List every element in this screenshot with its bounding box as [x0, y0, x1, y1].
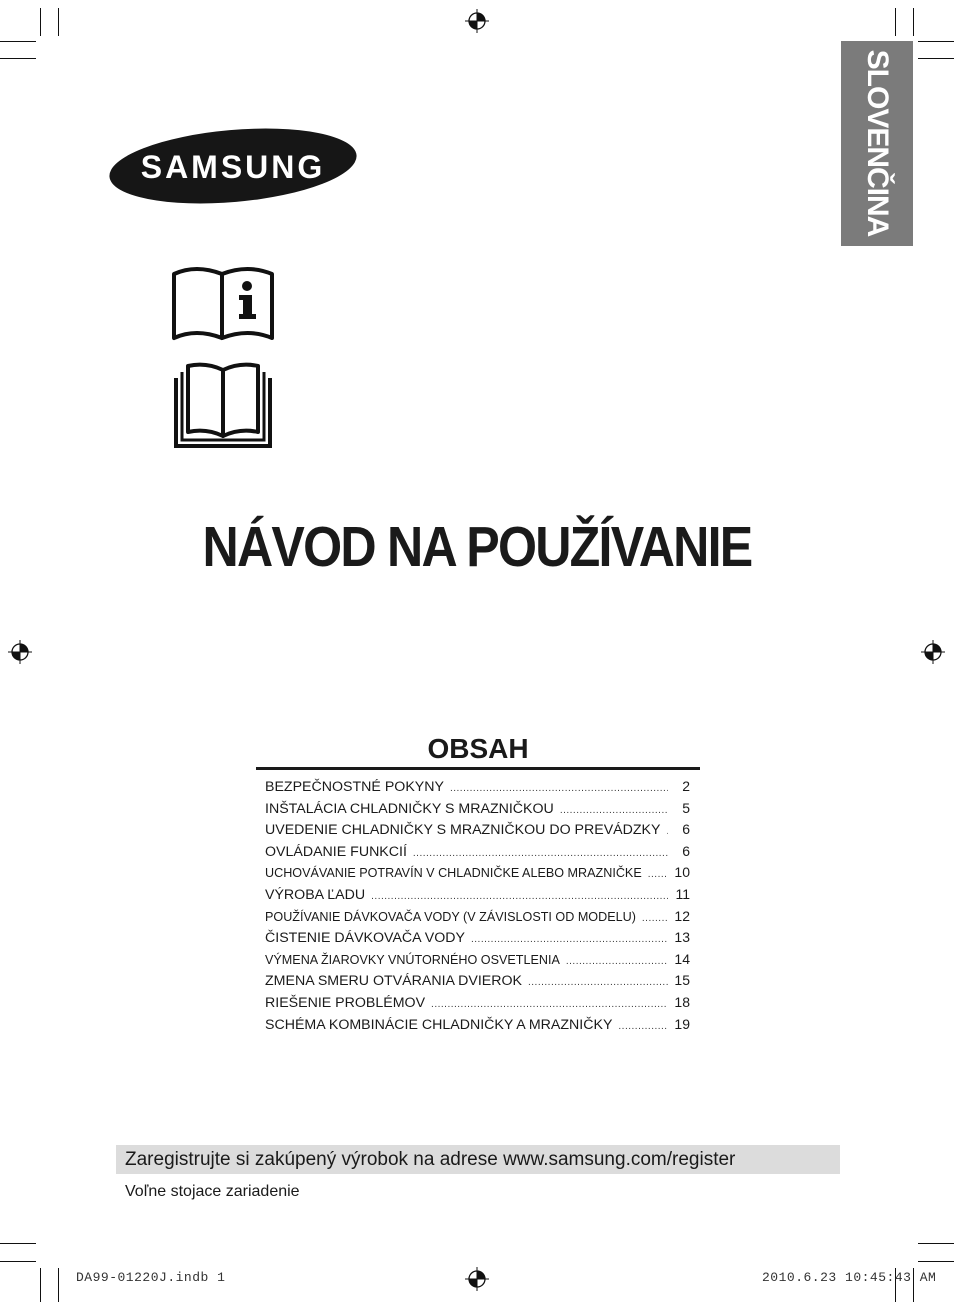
toc-list	[265, 778, 690, 1037]
toc-leader-dots	[413, 848, 668, 859]
crop-mark	[0, 1261, 36, 1262]
toc-item	[265, 864, 690, 886]
toc-leader-dots	[528, 977, 668, 988]
toc-item-page: 14	[674, 950, 690, 967]
toc-item-title: OVLÁDANIE FUNKCIÍ	[265, 843, 407, 860]
toc-item-page: 18	[674, 993, 690, 1010]
toc-item-page: 6	[682, 821, 690, 838]
registration-target-icon	[921, 640, 945, 664]
toc-item-page: 13	[674, 929, 690, 946]
crop-mark	[58, 8, 59, 36]
toc-item-title: SCHÉMA KOMBINÁCIE CHLADNIČKY A MRAZNIČKY	[265, 1016, 613, 1033]
info-book-icon	[170, 262, 276, 342]
toc-item	[265, 908, 690, 930]
toc-item-page: 5	[682, 799, 690, 816]
crop-mark	[0, 58, 36, 59]
toc-item	[265, 994, 690, 1016]
toc-heading: OBSAH	[427, 733, 529, 764]
crop-mark	[895, 8, 896, 36]
toc-item-page: 11	[675, 885, 690, 902]
toc-item	[265, 778, 690, 800]
toc-leader-dots	[560, 805, 668, 816]
toc-item-title: VÝMENA ŽIAROVKY VNÚTORNÉHO OSVETLENIA	[265, 952, 560, 967]
toc-leader-dots	[371, 891, 668, 902]
toc-item-title: BEZPEČNOSTNÉ POKYNY	[265, 779, 444, 795]
registration-target-icon	[465, 1267, 489, 1291]
crop-mark	[918, 41, 954, 42]
toc-item-title: INŠTALÁCIA CHLADNIČKY S MRAZNIČKOU	[265, 800, 554, 817]
toc-item	[265, 951, 690, 973]
manual-book-icon	[168, 360, 278, 452]
toc-item-page: 19	[674, 1015, 690, 1032]
toc-item	[265, 821, 690, 843]
toc-item-title: VÝROBA ĽADU	[265, 886, 366, 903]
brand-name: SAMSUNG	[140, 149, 326, 185]
toc-item-page: 15	[674, 972, 690, 989]
toc-leader-dots	[618, 1021, 668, 1032]
toc-item-page: 2	[682, 778, 690, 794]
toc-item-title: UVEDENIE CHLADNIČKY S MRAZNIČKOU DO PREVÁDZKY	[265, 822, 661, 839]
crop-mark	[918, 1261, 954, 1262]
language-tab	[841, 41, 913, 246]
document-title: NÁVOD NA POUŽÍVANIE	[202, 515, 752, 579]
crop-mark	[40, 1268, 41, 1302]
toc-leader-dots	[648, 869, 668, 880]
toc-item-page: 12	[674, 907, 690, 924]
toc-leader-dots	[471, 934, 668, 945]
footer-file: DA99-01220J.indb 1	[76, 1270, 226, 1285]
toc-item	[265, 929, 690, 951]
crop-mark	[0, 1243, 36, 1244]
toc-item	[265, 886, 690, 908]
toc-item	[265, 800, 690, 822]
toc-item-page: 6	[682, 842, 690, 859]
toc-item	[265, 1016, 690, 1038]
registration-target-icon	[8, 640, 32, 664]
toc-leader-dots	[566, 956, 668, 967]
toc-item-page: 10	[674, 864, 690, 881]
crop-mark	[0, 41, 36, 42]
samsung-logo	[106, 124, 360, 208]
product-subtitle: Voľne stojace zariadenie	[125, 1183, 300, 1200]
crop-mark	[58, 1268, 59, 1302]
toc-divider	[256, 767, 700, 770]
toc-item	[265, 843, 690, 865]
toc-item-title: ZMENA SMERU OTVÁRANIA DVIEROK	[265, 973, 522, 990]
crop-mark	[40, 8, 41, 36]
crop-mark	[913, 8, 914, 36]
crop-mark	[918, 58, 954, 59]
toc-item-title: ČISTENIE DÁVKOVAČA VODY	[265, 930, 465, 947]
registration-target-icon	[465, 9, 489, 33]
register-banner	[116, 1145, 840, 1174]
toc-leader-dots	[431, 999, 668, 1010]
toc-item-title: RIEŠENIE PROBLÉMOV	[265, 994, 426, 1011]
footer-timestamp: 2010.6.23 10:45:43 AM	[762, 1270, 937, 1285]
language-label: SLOVENČINA	[861, 49, 894, 237]
crop-mark	[918, 1243, 954, 1244]
toc-item-title: UCHOVÁVANIE POTRAVÍN V CHLADNIČKE ALEBO MRAZNIČKE	[265, 866, 642, 881]
toc-leader-dots	[450, 783, 668, 794]
toc-leader-dots	[642, 913, 668, 924]
register-text: Zaregistrujte si zakúpený výrobok na adrese www.samsung.com/register	[125, 1149, 736, 1170]
toc-leader-dots	[666, 826, 668, 837]
toc-item-title: POUŽÍVANIE DÁVKOVAČA VODY (V ZÁVISLOSTI OD MODELU)	[265, 909, 636, 924]
toc-item	[265, 972, 690, 994]
